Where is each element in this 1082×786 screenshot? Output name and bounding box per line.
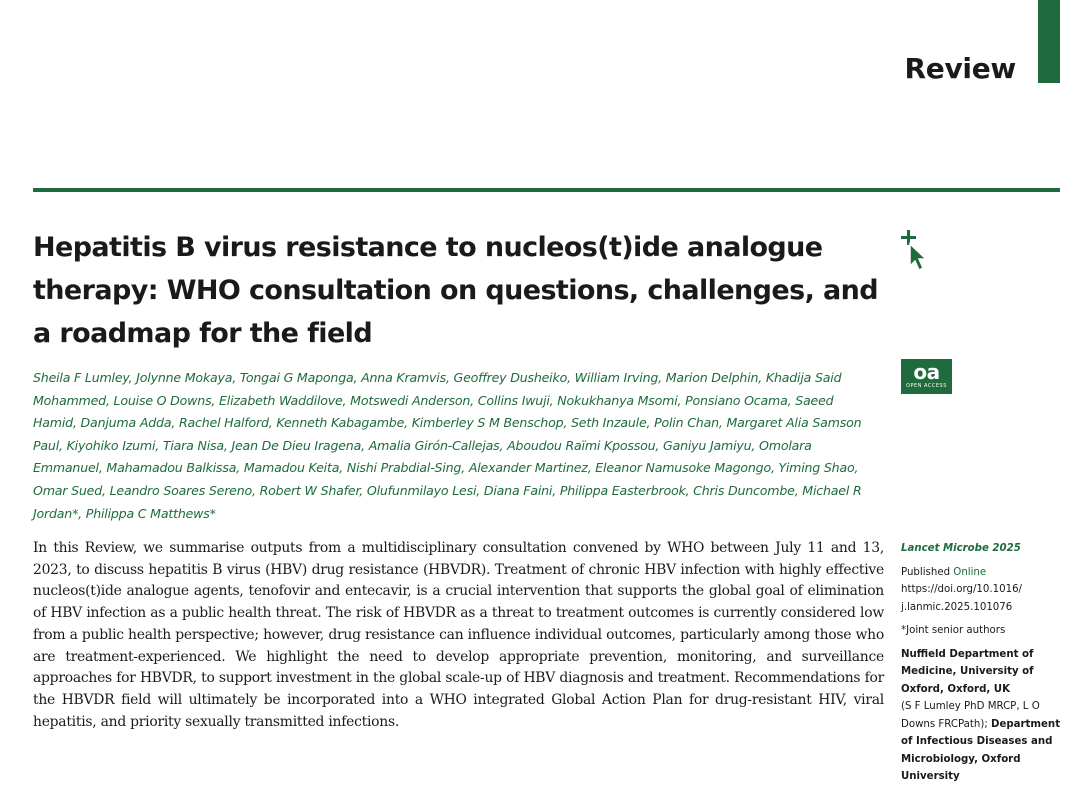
joint-author-note: *Joint senior authors [901, 625, 1006, 636]
author-list: Sheila F Lumley, Jolynne Mokaya, Tongai G Maponga, Anna Kramvis, Geoffrey Dusheiko, William Irving, Marion Delphin, Khadija Said Mohammed, Louise O Downs, Elizabeth Waddilove, Motswedi Anderson, Collins Iwuji, Nokukhanya Msomi, Ponsiano Ocama, Saeed Hamid, Danjuma Adda, Rachel Halford, Kenneth Kabagambe, Kimberley S M Benschop, Seth Inzaule, Polin Chan, Margaret Alia Samson Paul, Kiyohiko Izumi, Tiara Nisa, Jean De Dieu Iragena, Amalia Girón-Callejas, Aboudou Raïmi Kpossou, Ganiyu Jamiyu, Omolara Emmanuel, Mahamadou Balkissa, Mamadou Keita, Nishi Prabdial-Sing, Alexander Martinez, Eleanor Namusoke Magongo, Yiming Shao, Omar Sued, Leandro Soares Sereno, Robert W Shafer, Olufunmilayo Lesi, Diana Faini, Philippa Easterbrook, Chris Duncombe, Michael R Jordan*, Philippa C Matthews* [33, 370, 862, 521]
affiliation-block [901, 646, 1071, 786]
crossmark-cursor-icon [898, 228, 932, 272]
doi-link[interactable]: https://doi.org/10.1016/ j.lanmic.2025.101076 [901, 584, 1022, 613]
published-prefix: Published [901, 566, 954, 578]
oa-badge-subtext: OPEN ACCESS [906, 383, 947, 389]
abstract: In this Review, we summarise outputs from a multidisciplinary consultation convened by WHO between July 11 and 13, 2023, to discuss hepatitis B virus (HBV) drug resistance (HBVDR). Treatment of chronic HBV infection with highly effective nucleos(t)ide analogue agents, tenofovir and entecavir, is a crucial intervention that supports the global goal of elimination of HBV infection as a public health threat. The risk of HBVDR as a threat to treatment outcomes is currently considered low from a public health perspective; however, drug resistance can influence individual outcomes, particularly among those who are treatment-experienced. We highlight the need to develop appropriate prevention, monitoring, and surveillance approaches for HBVDR, to support investment in the global scale-up of HBV diagnosis and treatment. Recommendations for the HBVDR field will ultimately be incorporated into a WHO integrated Global Action Plan for drug-resistant HIV, viral hepatitis, and priority sexually transmitted infections. [33, 540, 884, 730]
open-access-badge[interactable] [901, 359, 952, 394]
crossmark-icon[interactable] [898, 228, 932, 272]
title-divider-rule [33, 188, 1060, 192]
published-online-link[interactable]: Online [953, 566, 987, 578]
affiliation-1-people: (S F Lumley PhD MRCP, L O Downs FRCPath) [901, 701, 1040, 730]
oa-badge-text: oa [913, 360, 940, 384]
affiliation-separator: ; [984, 718, 991, 730]
article-sidebar [901, 540, 1071, 786]
article-title: Hepatitis B virus resistance to nucleos(t)ide analogue therapy: WHO consultation on questions, challenges, and a roadmap for the field [33, 232, 879, 349]
affiliation-1: Nuffield Department of Medicine, University of Oxford, Oxford, UK [901, 648, 1034, 695]
section-label: Review [904, 52, 1016, 85]
affiliation-2: Department of Infectious Diseases and Microbiology, Oxford University [901, 718, 1061, 782]
published-line [901, 564, 1071, 582]
journal-citation: Lancet Microbe 2025 [901, 543, 1021, 554]
header-accent-bar [1038, 0, 1060, 83]
